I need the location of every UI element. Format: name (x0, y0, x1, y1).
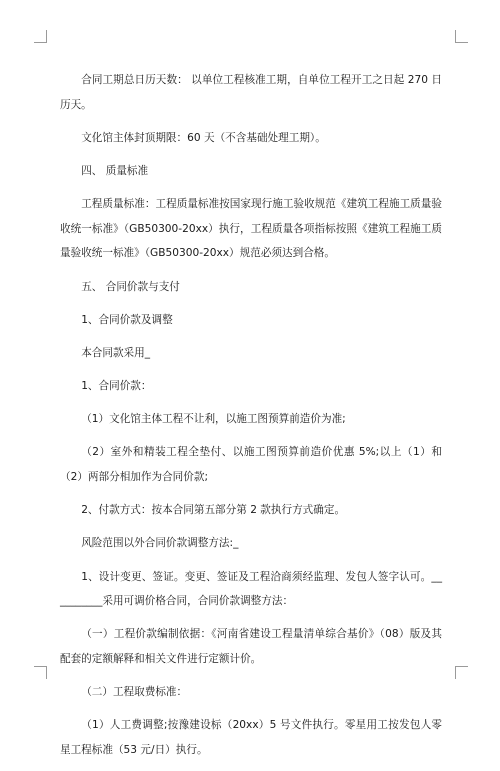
paragraph-labor-cost: （1）人工费调整;按豫建设标（20xx）5 号文件执行。零星用工按发包人零星工程标准（53 元/日）执行。 (60, 719, 442, 756)
crop-mark-top-right (455, 30, 468, 43)
paragraph-topping-deadline: 文化馆主体封顶期限：60 天（不含基础处理工期）。 (81, 131, 326, 144)
crop-mark-bottom-left (34, 666, 47, 679)
crop-mark-top-left (34, 30, 47, 43)
paragraph-contract-duration: 合同工期总日历天数： 以单位工程核准工期，自单位工程开工之日起 270 日历天。 (60, 74, 442, 111)
paragraph-design-change: 1、设计变更、签证。变更、签证及工程洽商须经监理、发包人签字认可。__________采用可调价格合同，合同价款调整方法： (60, 570, 442, 608)
heading-contract-price-payment: 五、 合同价款与支付 (81, 280, 180, 293)
paragraph-contract-form: 本合同款采用_ (81, 346, 151, 359)
heading-quality-standard: 四、 质量标准 (81, 164, 149, 177)
paragraph-price-item-2: （2）室外和精装工程全垫付、以施工图预算前造价优惠 5%;以上（1）和（2）两部分相加作为合同价款; (60, 446, 442, 484)
paragraph-price-item-1: （1）文化馆主体工程不让利，以施工图预算前造价为准; (81, 413, 346, 426)
paragraph-risk-adjustment: 风险范围以外合同价款调整方法:_ (81, 537, 239, 550)
document-body (60, 68, 442, 771)
heading-contract-price: 1、合同价款： (81, 380, 152, 393)
paragraph-pricing-basis: （一）工程价款编制依据：《河南省建设工程量清单综合基价》（08）版及其配套的定额解释和相关文件进行定额计价。 (60, 628, 442, 665)
paragraph-quality-standard: 工程质量标准：工程质量标准按国家现行施工验收规范《建筑工程施工质量验收统一标准》（GB50300-20xx）执行，工程质量各项指标按照《建筑工程施工质量验收统一标准》（GB50300-20xx）规范必须达到合格。 (60, 198, 442, 260)
crop-mark-bottom-right (455, 666, 468, 679)
paragraph-payment-method: 2、付款方式：按本合同第五部分第 2 款执行方式确定。 (81, 504, 346, 517)
heading-fee-standard: （二）工程取费标准： (81, 686, 188, 699)
heading-price-adjustment: 1、合同价款及调整 (81, 313, 173, 326)
